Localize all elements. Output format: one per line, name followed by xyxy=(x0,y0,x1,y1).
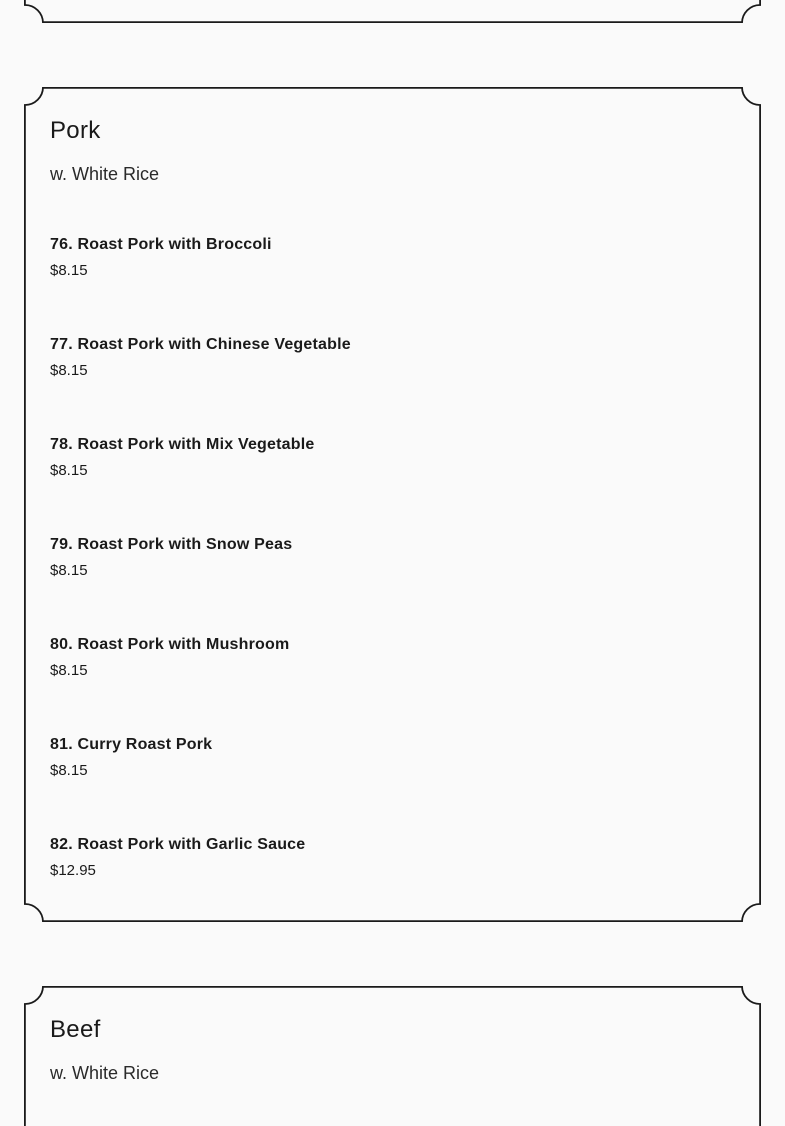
card-frame xyxy=(24,87,761,922)
menu-item[interactable] xyxy=(50,435,730,481)
menu-item-name: 82. Roast Pork with Garlic Sauce xyxy=(50,836,306,853)
menu-item-price: $8.15 xyxy=(50,362,88,379)
section-subtitle: w. White Rice xyxy=(50,1063,160,1083)
menu-item-price: $8.15 xyxy=(50,562,88,579)
menu-item-price: $8.15 xyxy=(50,262,88,279)
menu-item[interactable] xyxy=(50,535,730,581)
menu-item-price: $8.15 xyxy=(50,662,88,679)
previous-menu-card xyxy=(24,0,761,23)
section-title: Beef xyxy=(50,1016,101,1043)
menu-item[interactable] xyxy=(50,735,730,781)
menu-item-price: $8.15 xyxy=(50,762,88,779)
menu-item-price: $8.15 xyxy=(50,462,88,479)
menu-item[interactable] xyxy=(50,335,730,381)
menu-item-name: 78. Roast Pork with Mix Vegetable xyxy=(50,436,315,453)
menu-item-name: 76. Roast Pork with Broccoli xyxy=(50,236,272,253)
menu-item-name: 81. Curry Roast Pork xyxy=(50,736,213,753)
card-frame xyxy=(24,986,761,1126)
menu-item[interactable] xyxy=(50,635,730,681)
section-title: Pork xyxy=(50,117,101,144)
menu-item[interactable] xyxy=(50,235,730,281)
menu-item-name: 77. Roast Pork with Chinese Vegetable xyxy=(50,336,351,353)
menu-item-name: 80. Roast Pork with Mushroom xyxy=(50,636,290,653)
menu-item[interactable] xyxy=(50,835,730,881)
beef-menu-card xyxy=(24,986,761,1126)
menu-item-name: 79. Roast Pork with Snow Peas xyxy=(50,536,293,553)
section-subtitle: w. White Rice xyxy=(50,164,160,184)
pork-menu-card xyxy=(24,87,761,922)
menu-item-price: $12.95 xyxy=(50,862,96,879)
card-frame xyxy=(24,0,761,23)
